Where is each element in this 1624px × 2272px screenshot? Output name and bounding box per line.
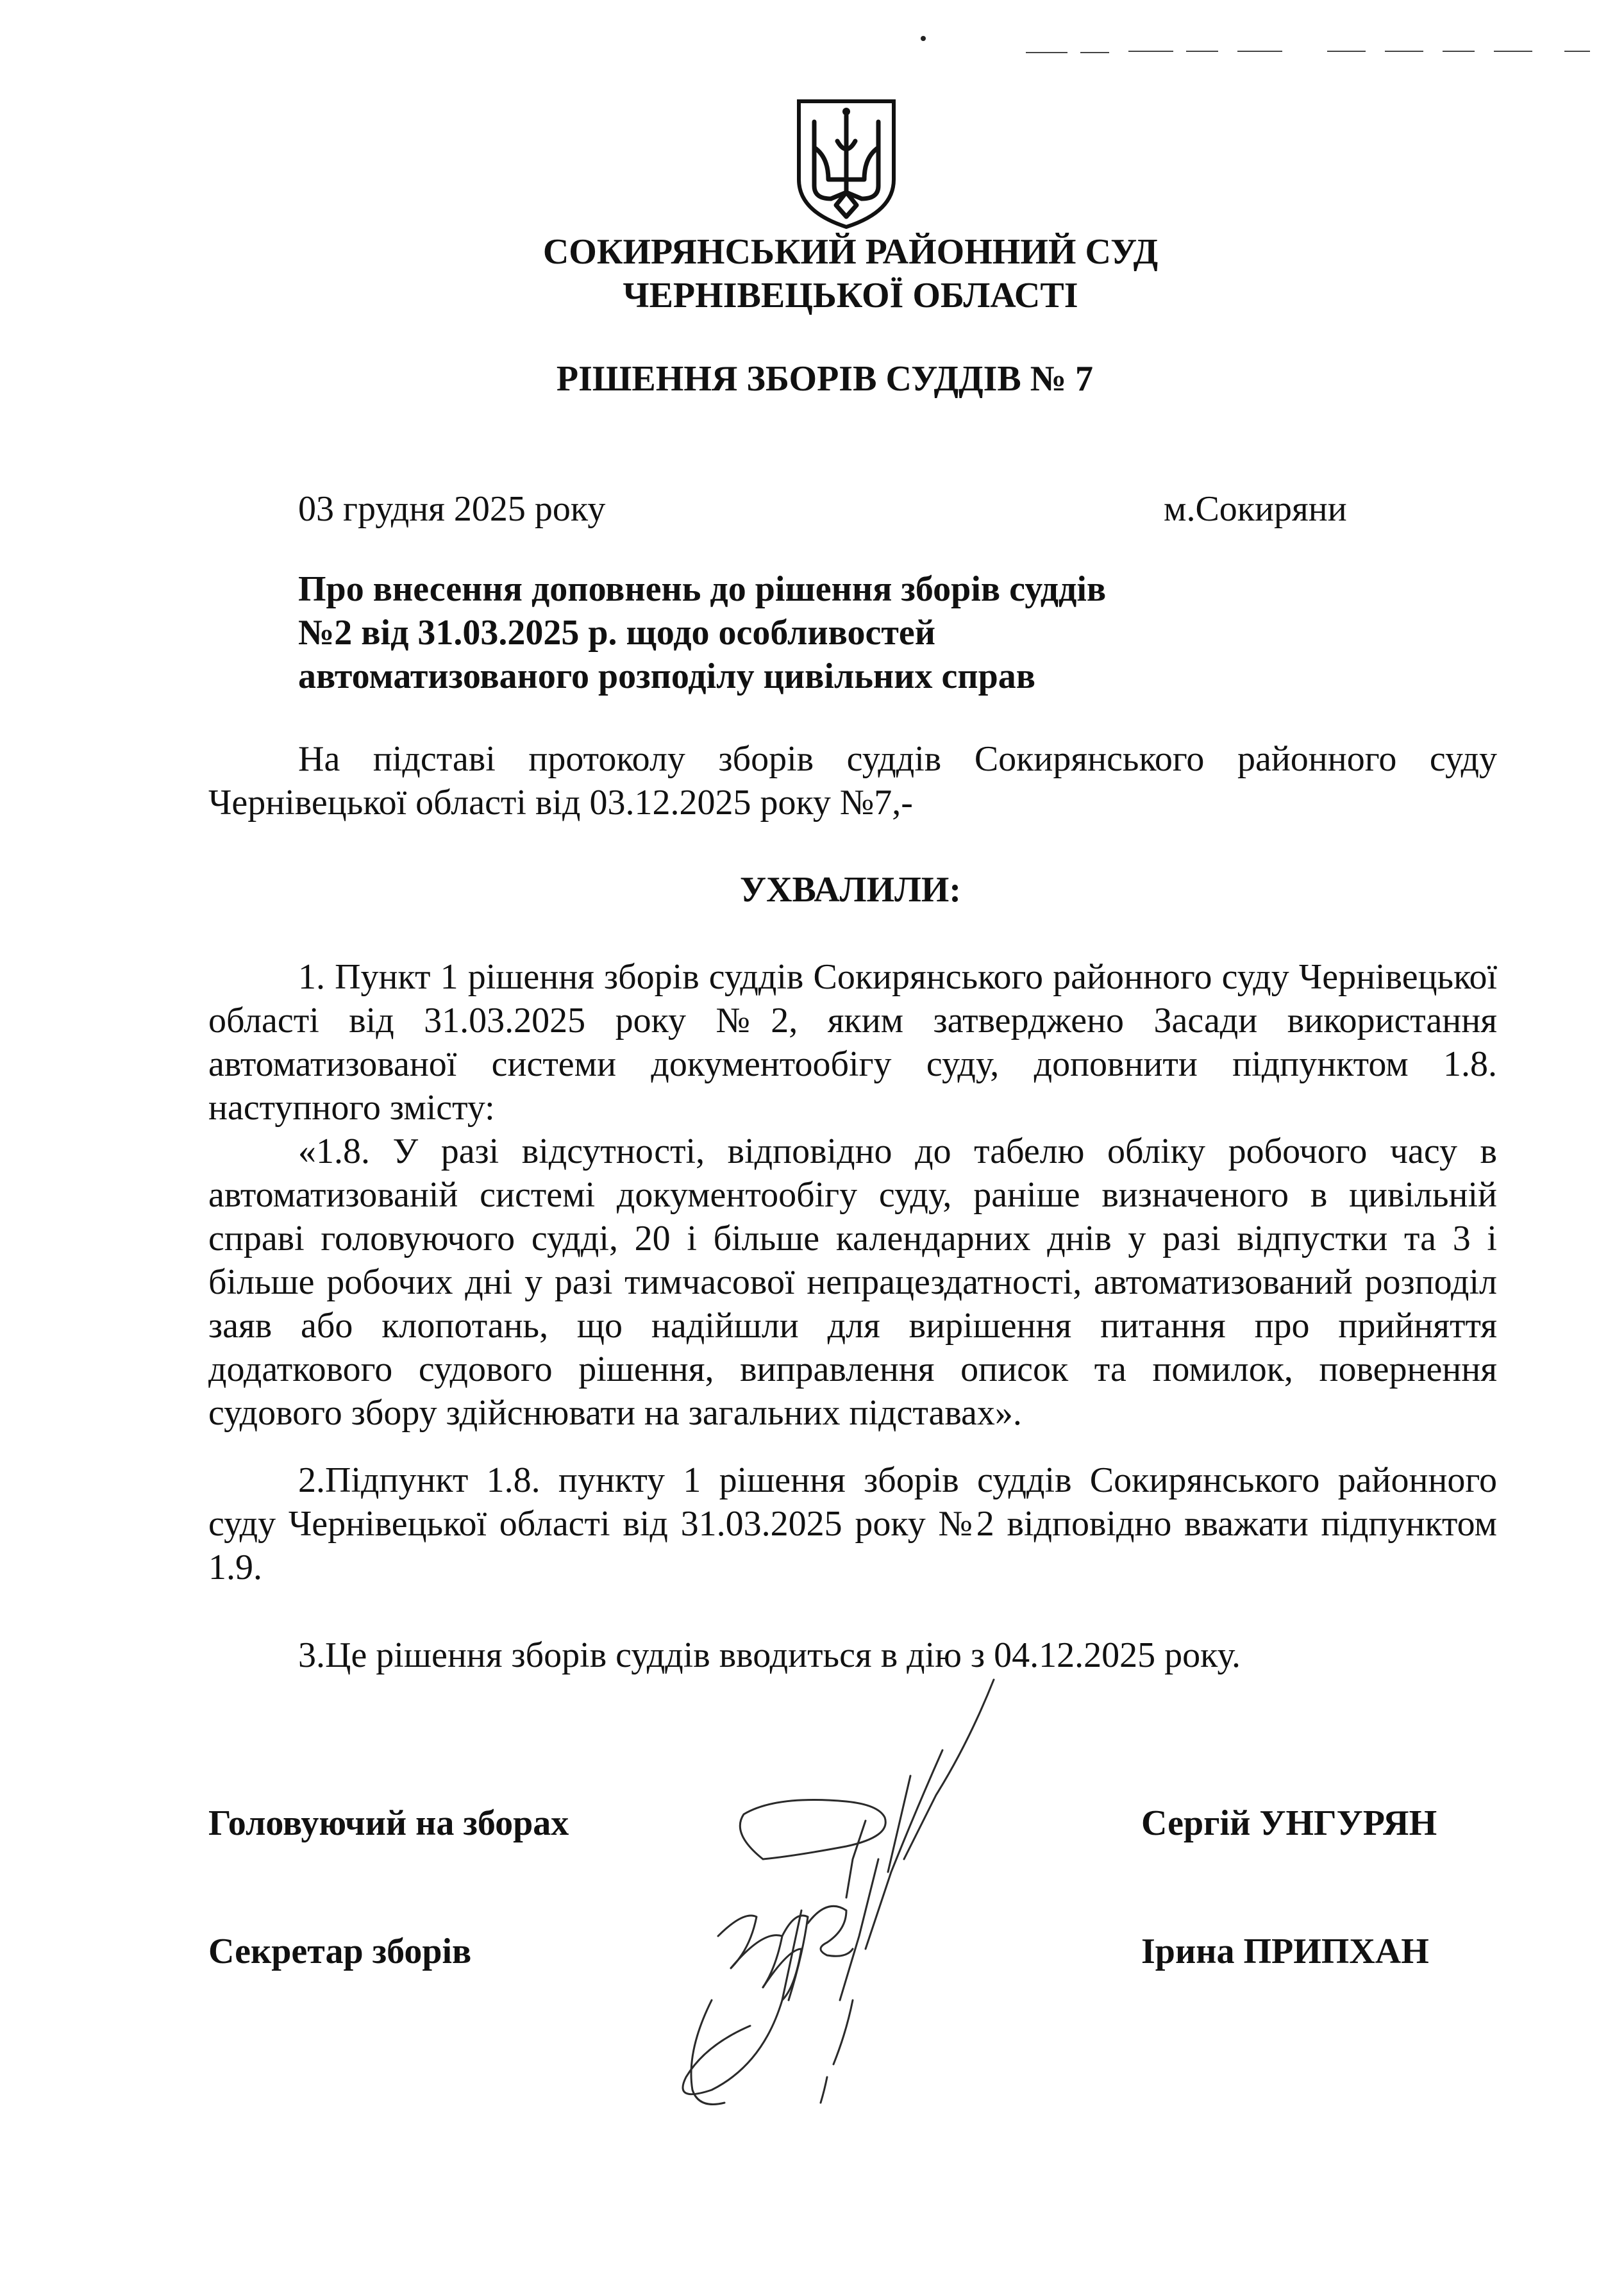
- scan-artifacts: [0, 0, 1624, 77]
- chair-name: Сергій УНГУРЯН: [1141, 1803, 1437, 1843]
- basis-paragraph: На підставі протоколу зборів суддів Сокирянського районного суду Чернівецької області від 03.12.2025 року №7,-: [208, 739, 1497, 823]
- subject-line-2: №2 від 31.03.2025 р. щодо особливостей: [298, 613, 936, 653]
- handwritten-signature-icon: [635, 1667, 1032, 2128]
- coat-of-arms-icon: [795, 96, 898, 231]
- secretary-name: Ірина ПРИПХАН: [1141, 1932, 1429, 1971]
- decision-title: РІШЕННЯ ЗБОРІВ СУДДІВ № 7: [556, 359, 1094, 399]
- quote-main-text: «1.8. У разі відсутності, відповідно до табелю обліку робочого часу в автоматизованій системі документообігу суду, раніше визначеного в цивільній справі головуючого судді, 20 і більше календарних днів у разі відпустки та 3 і більше робочих дні у разі тимчасової непрацездатності, автоматизований розподіл заяв або клопотань, що надійшли для вирішення питання про прийняття додаткового судового рішення, виправлення описок та помилок, повернення: [208, 1132, 1497, 1389]
- court-name-line1: СОКИРЯНСЬКИЙ РАЙОННИЙ СУД: [542, 232, 1159, 272]
- court-name-line2: ЧЕРНІВЕЦЬКОЇ ОБЛАСТІ: [623, 276, 1078, 315]
- resolution-item-3: 3.Це рішення зборів суддів вводиться в дію з 04.12.2025 року.: [298, 1635, 1241, 1675]
- resolution-item-2: 2.Підпункт 1.8. пункту 1 рішення зборів суддів Сокирянського районного суду Чернівецької області від 31.03.2025 року №2 відповідно вважати підпунктом 1.9.: [208, 1460, 1497, 1587]
- resolved-heading: УХВАЛИЛИ:: [739, 870, 962, 910]
- document-date: 03 грудня 2025 року: [298, 489, 606, 529]
- quote-tail-text: судового збору здійснювати на загальних підставах».: [208, 1393, 1022, 1433]
- chair-role: Головуючий на зборах: [208, 1803, 569, 1843]
- document-city: м.Сокиряни: [1164, 489, 1347, 529]
- resolution-item-1-quote: [208, 1130, 1497, 1435]
- secretary-role: Секретар зборів: [208, 1932, 472, 1971]
- resolution-item-1: 1. Пункт 1 рішення зборів суддів Сокирянського районного суду Чернівецької області від 31.03.2025 року №2, яким затверджено Засади використання автоматизованої системи документообігу суду, доповнити підпунктом 1.8. наступного змісту:: [208, 957, 1497, 1128]
- decision-subject: [298, 567, 1260, 698]
- subject-line-3: автоматизованого розподілу цивільних справ: [298, 656, 1035, 696]
- subject-line-1: Про внесення доповнень до рішення зборів суддів: [298, 569, 1107, 609]
